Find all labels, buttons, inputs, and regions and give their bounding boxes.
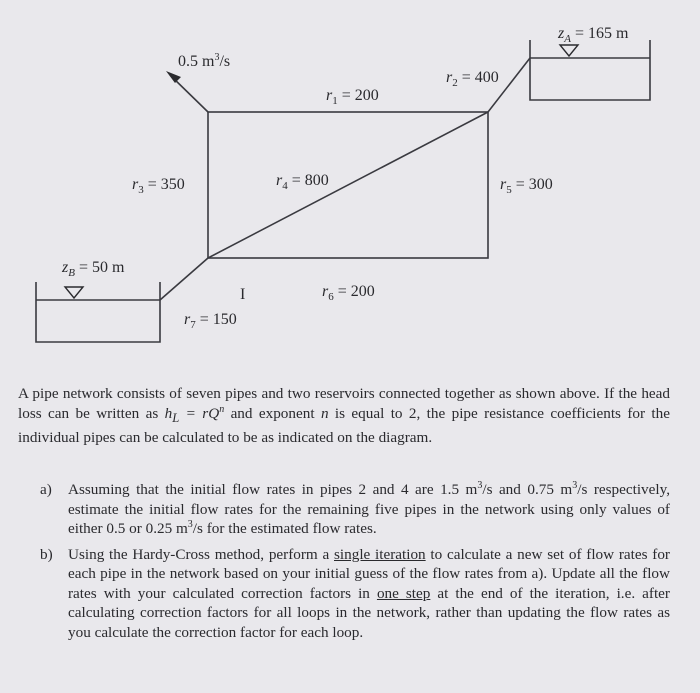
pipe-label-r4: $r_4 = 800$ [276, 172, 329, 192]
outflow-arrow-icon [166, 71, 181, 83]
question-b-letter: b) [40, 545, 53, 563]
head-loss-subscript: L [172, 410, 180, 425]
question-a-letter: a) [40, 481, 52, 498]
pipe-label-r1: $r_1 = 200$ [326, 87, 379, 107]
reservoir-b-elevation: $z_B = 50$ m [62, 259, 125, 279]
question-list [40, 480, 670, 648]
exponent-n: n [320, 404, 329, 422]
water-level-b-icon [65, 287, 83, 298]
reservoir-b [36, 282, 160, 342]
pipe-4 [208, 112, 488, 258]
question-a-body: Assuming that the initial flow rates in pipes 2 and 4 are 1.5 $m^3/s$ and 0.75 $m^3/s$ respectively, estimate the initial flow rates for the remaining five pipes in the network using only values of either 0.5 or 0.25 $m^3/s$ for the estimated flow rates. [68, 479, 671, 537]
reservoir-a-elevation: $z_A = 165$ m [558, 25, 629, 45]
intro-text-3: is equal to 2, the pipe resistance coefficients for the individual pipes can be calculated to be as indicated on the diagram. [18, 404, 670, 447]
question-b [40, 545, 670, 643]
pipe-label-r7: $r_7 = 150$ [184, 311, 237, 331]
water-level-a-icon [560, 45, 578, 56]
question-b-body: Using the Hardy-Cross method, perform a single iteration to calculate a new set of flow rates for each pipe in the network based on your initial guess of the flow rates from a). Update all the flow rates with your calculated correction factors in one step at the end of the iteration, i.e. after calculating correction factors for all loops in the network, rather than updating the flow rates as you calculate the correction factor for each loop. [68, 545, 670, 641]
question-a [40, 480, 670, 539]
pipe-label-r6: $r_6 = 200$ [322, 283, 375, 303]
reservoir-a [530, 40, 650, 100]
exponent-symbol: n [219, 403, 225, 415]
intro-text-1: A pipe network consists of seven pipes and two reservoirs connected together as shown above. If the head loss can be written as [18, 385, 670, 422]
text-cursor-icon: I [240, 286, 246, 303]
pipe-label-r2: $r_2 = 400$ [446, 69, 499, 89]
intro-text-2: and exponent [224, 404, 321, 422]
pipe-7 [160, 258, 208, 300]
outflow-rate-label: 0.5 $m^3/s$ [178, 52, 231, 70]
head-loss-equation: = rQ [179, 404, 220, 422]
pipe-label-r3: $r_3 = 350$ [132, 176, 185, 196]
problem-statement [18, 384, 670, 448]
pipe-label-r5: $r_5 = 300$ [500, 176, 553, 196]
head-loss-symbol: h [164, 404, 173, 422]
